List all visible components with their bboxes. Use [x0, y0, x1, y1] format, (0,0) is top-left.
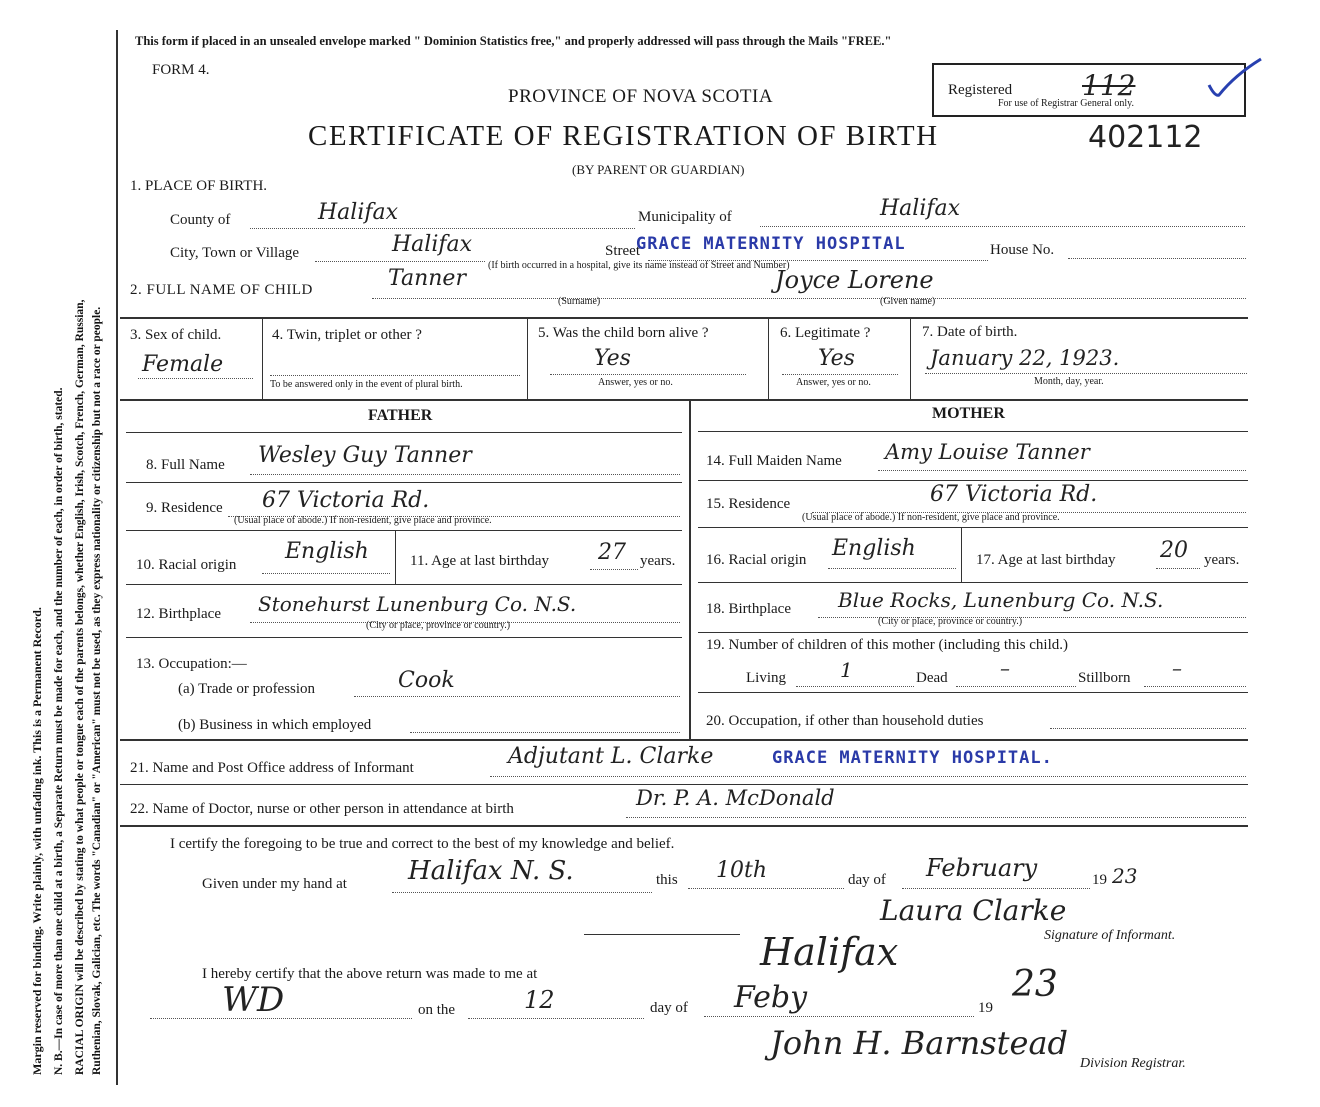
child-name-label: 2. FULL NAME OF CHILD — [130, 282, 313, 298]
mother-name-label: 14. Full Maiden Name — [706, 453, 842, 469]
dead-value: – — [1000, 656, 1010, 680]
sex-label: 3. Sex of child. — [130, 327, 222, 343]
dob-note: Month, day, year. — [1034, 376, 1104, 387]
registered-box — [932, 63, 1246, 117]
county-value: Halifax — [318, 200, 399, 225]
living-label: Living — [746, 670, 786, 686]
street-label: Street — [605, 243, 640, 259]
given-name-label: (Given name) — [880, 296, 936, 307]
mother-age-label: 17. Age at last birthday — [976, 552, 1116, 568]
legitimate-label: 6. Legitimate ? — [780, 325, 871, 341]
mother-age: 20 — [1160, 538, 1188, 563]
mother-birthplace: Blue Rocks, Lunenburg Co. N.S. — [838, 588, 1164, 612]
mother-occupation-label: 20. Occupation, if other than household duties — [706, 713, 984, 729]
given-day-of-label: day of — [848, 872, 886, 888]
informant-certify-text: I certify the foregoing to be true and correct to the best of my knowledge and belief. — [170, 836, 675, 852]
mother-name: Amy Louise Tanner — [885, 440, 1090, 464]
house-no-label: House No. — [990, 242, 1055, 258]
father-trade: Cook — [398, 668, 455, 693]
alive-note: Answer, yes or no. — [598, 377, 673, 388]
informant-label: 21. Name and Post Office address of Informant — [130, 760, 414, 776]
registrar-signature: John H. Barnstead — [770, 1024, 1069, 1062]
twin-label: 4. Twin, triplet or other ? — [272, 327, 422, 343]
certificate-title: CERTIFICATE OF REGISTRATION OF BIRTH — [308, 120, 939, 152]
father-residence: 67 Victoria Rd. — [262, 488, 430, 513]
father-heading: FATHER — [368, 407, 433, 424]
left-border — [116, 30, 118, 1085]
dob-value: January 22, 1923. — [930, 346, 1120, 370]
father-trade-label: (a) Trade or profession — [178, 681, 316, 697]
alive-value: Yes — [594, 346, 631, 371]
hospital-stamp: GRACE MATERNITY HOSPITAL — [636, 234, 906, 254]
registrar-day-of-label: day of — [650, 1000, 688, 1016]
place-of-birth-heading: 1. PLACE OF BIRTH. — [130, 178, 268, 194]
mother-birthplace-label: 18. Birthplace — [706, 601, 791, 617]
given-year-prefix: 19 — [1092, 872, 1107, 888]
stillborn-label: Stillborn — [1078, 670, 1131, 686]
father-business-label: (b) Business in which employed — [178, 717, 372, 733]
alive-label: 5. Was the child born alive ? — [538, 325, 709, 341]
given-month: February — [926, 854, 1038, 882]
municipality-value: Halifax — [880, 196, 961, 221]
on-the-label: on the — [418, 1002, 456, 1018]
mother-residence: 67 Victoria Rd. — [930, 482, 1098, 507]
child-given-name: Joyce Lorene — [775, 266, 934, 294]
surname-label: (Surname) — [558, 296, 601, 307]
doctor-label: 22. Name of Doctor, nurse or other person in attendance at birth — [130, 801, 514, 817]
father-birthplace-label: 12. Birthplace — [136, 606, 221, 622]
registrar-year: 23 — [1012, 964, 1058, 1005]
informant-address-stamp: GRACE MATERNITY HOSPITAL. — [772, 748, 1053, 768]
registrar-month: Feby — [734, 980, 808, 1015]
certificate-subtitle: (BY PARENT OR GUARDIAN) — [572, 162, 745, 177]
side-note-racial-2: Ruthenian, Slovak, Galician, etc. The words "Canadian" or "American" must not be used, as they express nationality or citizenship but not a race or people. — [91, 306, 103, 1075]
mother-residence-note: (Usual place of abode.) If non-resident, give place and province. — [802, 512, 1060, 523]
province-title: PROVINCE OF NOVA SCOTIA — [508, 86, 774, 107]
registrar-number: WD — [222, 980, 285, 1020]
given-year: 23 — [1112, 864, 1138, 888]
mother-racial-label: 16. Racial origin — [706, 552, 807, 568]
informant-signature-label: Signature of Informant. — [1044, 928, 1176, 943]
this-label: this — [656, 872, 678, 888]
stillborn-value: – — [1172, 656, 1182, 680]
given-place: Halifax N. S. — [408, 856, 574, 886]
registered-note: For use of Registrar General only. — [998, 98, 1134, 109]
registered-number: 112 — [1082, 69, 1136, 102]
mother-years: years. — [1204, 552, 1240, 568]
side-note-margin: Margin reserved for binding. Write plainly, with unfading ink. This is a Permanent Record. — [30, 607, 44, 1075]
side-note-racial-1: RACIAL ORIGIN will be described by stating to what people or tongue each of the parents belongs, whether English, Irish, Scotch, French, German, Russian, — [74, 299, 86, 1075]
doctor-name: Dr. P. A. McDonald — [636, 786, 835, 810]
father-age: 27 — [598, 540, 626, 565]
father-residence-note: (Usual place of abode.) If non-resident, give place and province. — [234, 515, 492, 526]
mother-racial: English — [832, 536, 916, 561]
check-mark-icon — [1205, 55, 1265, 105]
father-birthplace-note: (City or place, province or country.) — [366, 620, 511, 631]
living-value: 1 — [840, 658, 853, 682]
father-age-label: 11. Age at last birthday — [410, 553, 549, 569]
dead-label: Dead — [916, 670, 948, 686]
mother-birthplace-note: (City or place, province or country.) — [878, 616, 1023, 627]
father-name-label: 8. Full Name — [146, 457, 225, 473]
father-racial-label: 10. Racial origin — [136, 557, 237, 573]
twin-note: To be answered only in the event of plural birth. — [270, 379, 463, 390]
registered-label: Registered — [948, 82, 1013, 98]
informant-name: Adjutant L. Clarke — [508, 744, 714, 769]
city-label: City, Town or Village — [170, 245, 300, 261]
father-occupation-label: 13. Occupation:— — [136, 656, 247, 672]
registrar-day: 12 — [524, 986, 555, 1014]
registrar-year-prefix: 19 — [978, 1000, 993, 1016]
legitimate-note: Answer, yes or no. — [796, 377, 871, 388]
registrar-signature-label: Division Registrar. — [1080, 1056, 1186, 1071]
side-note-nb: N. B.—In case of more than one child at a birth, a Separate Return must be made for each, and the number of each, in order of birth, stated. — [53, 387, 65, 1075]
father-name: Wesley Guy Tanner — [258, 443, 472, 468]
municipality-label: Municipality of — [638, 209, 732, 225]
certificate-number: 402112 — [1088, 120, 1203, 155]
dob-label: 7. Date of birth. — [922, 324, 1018, 340]
father-years: years. — [640, 553, 676, 569]
mother-children-label: 19. Number of children of this mother (including this child.) — [706, 637, 1069, 653]
father-racial: English — [285, 539, 369, 564]
city-value: Halifax — [392, 232, 473, 257]
legitimate-value: Yes — [818, 346, 855, 371]
sex-value: Female — [142, 352, 224, 377]
form-number: FORM 4. — [152, 62, 210, 78]
informant-signature: Laura Clarke — [880, 894, 1067, 927]
street-note: (If birth occurred in a hospital, give its name instead of Street and Number) — [488, 260, 790, 271]
given-day: 10th — [716, 858, 768, 883]
given-under-label: Given under my hand at — [202, 876, 347, 892]
registrar-certify-text: I hereby certify that the above return was made to me at — [202, 966, 538, 982]
mother-heading: MOTHER — [932, 405, 1005, 422]
mother-residence-label: 15. Residence — [706, 496, 791, 512]
child-surname: Tanner — [388, 266, 466, 291]
father-residence-label: 9. Residence — [146, 500, 223, 516]
father-birthplace: Stonehurst Lunenburg Co. N.S. — [258, 592, 577, 616]
county-label: County of — [170, 212, 231, 228]
registrar-place: Halifax — [760, 930, 899, 974]
mail-notice: This form if placed in an unsealed envelope marked " Dominion Statistics free," and properly addressed will pass through the Mails "FREE." — [135, 34, 892, 48]
